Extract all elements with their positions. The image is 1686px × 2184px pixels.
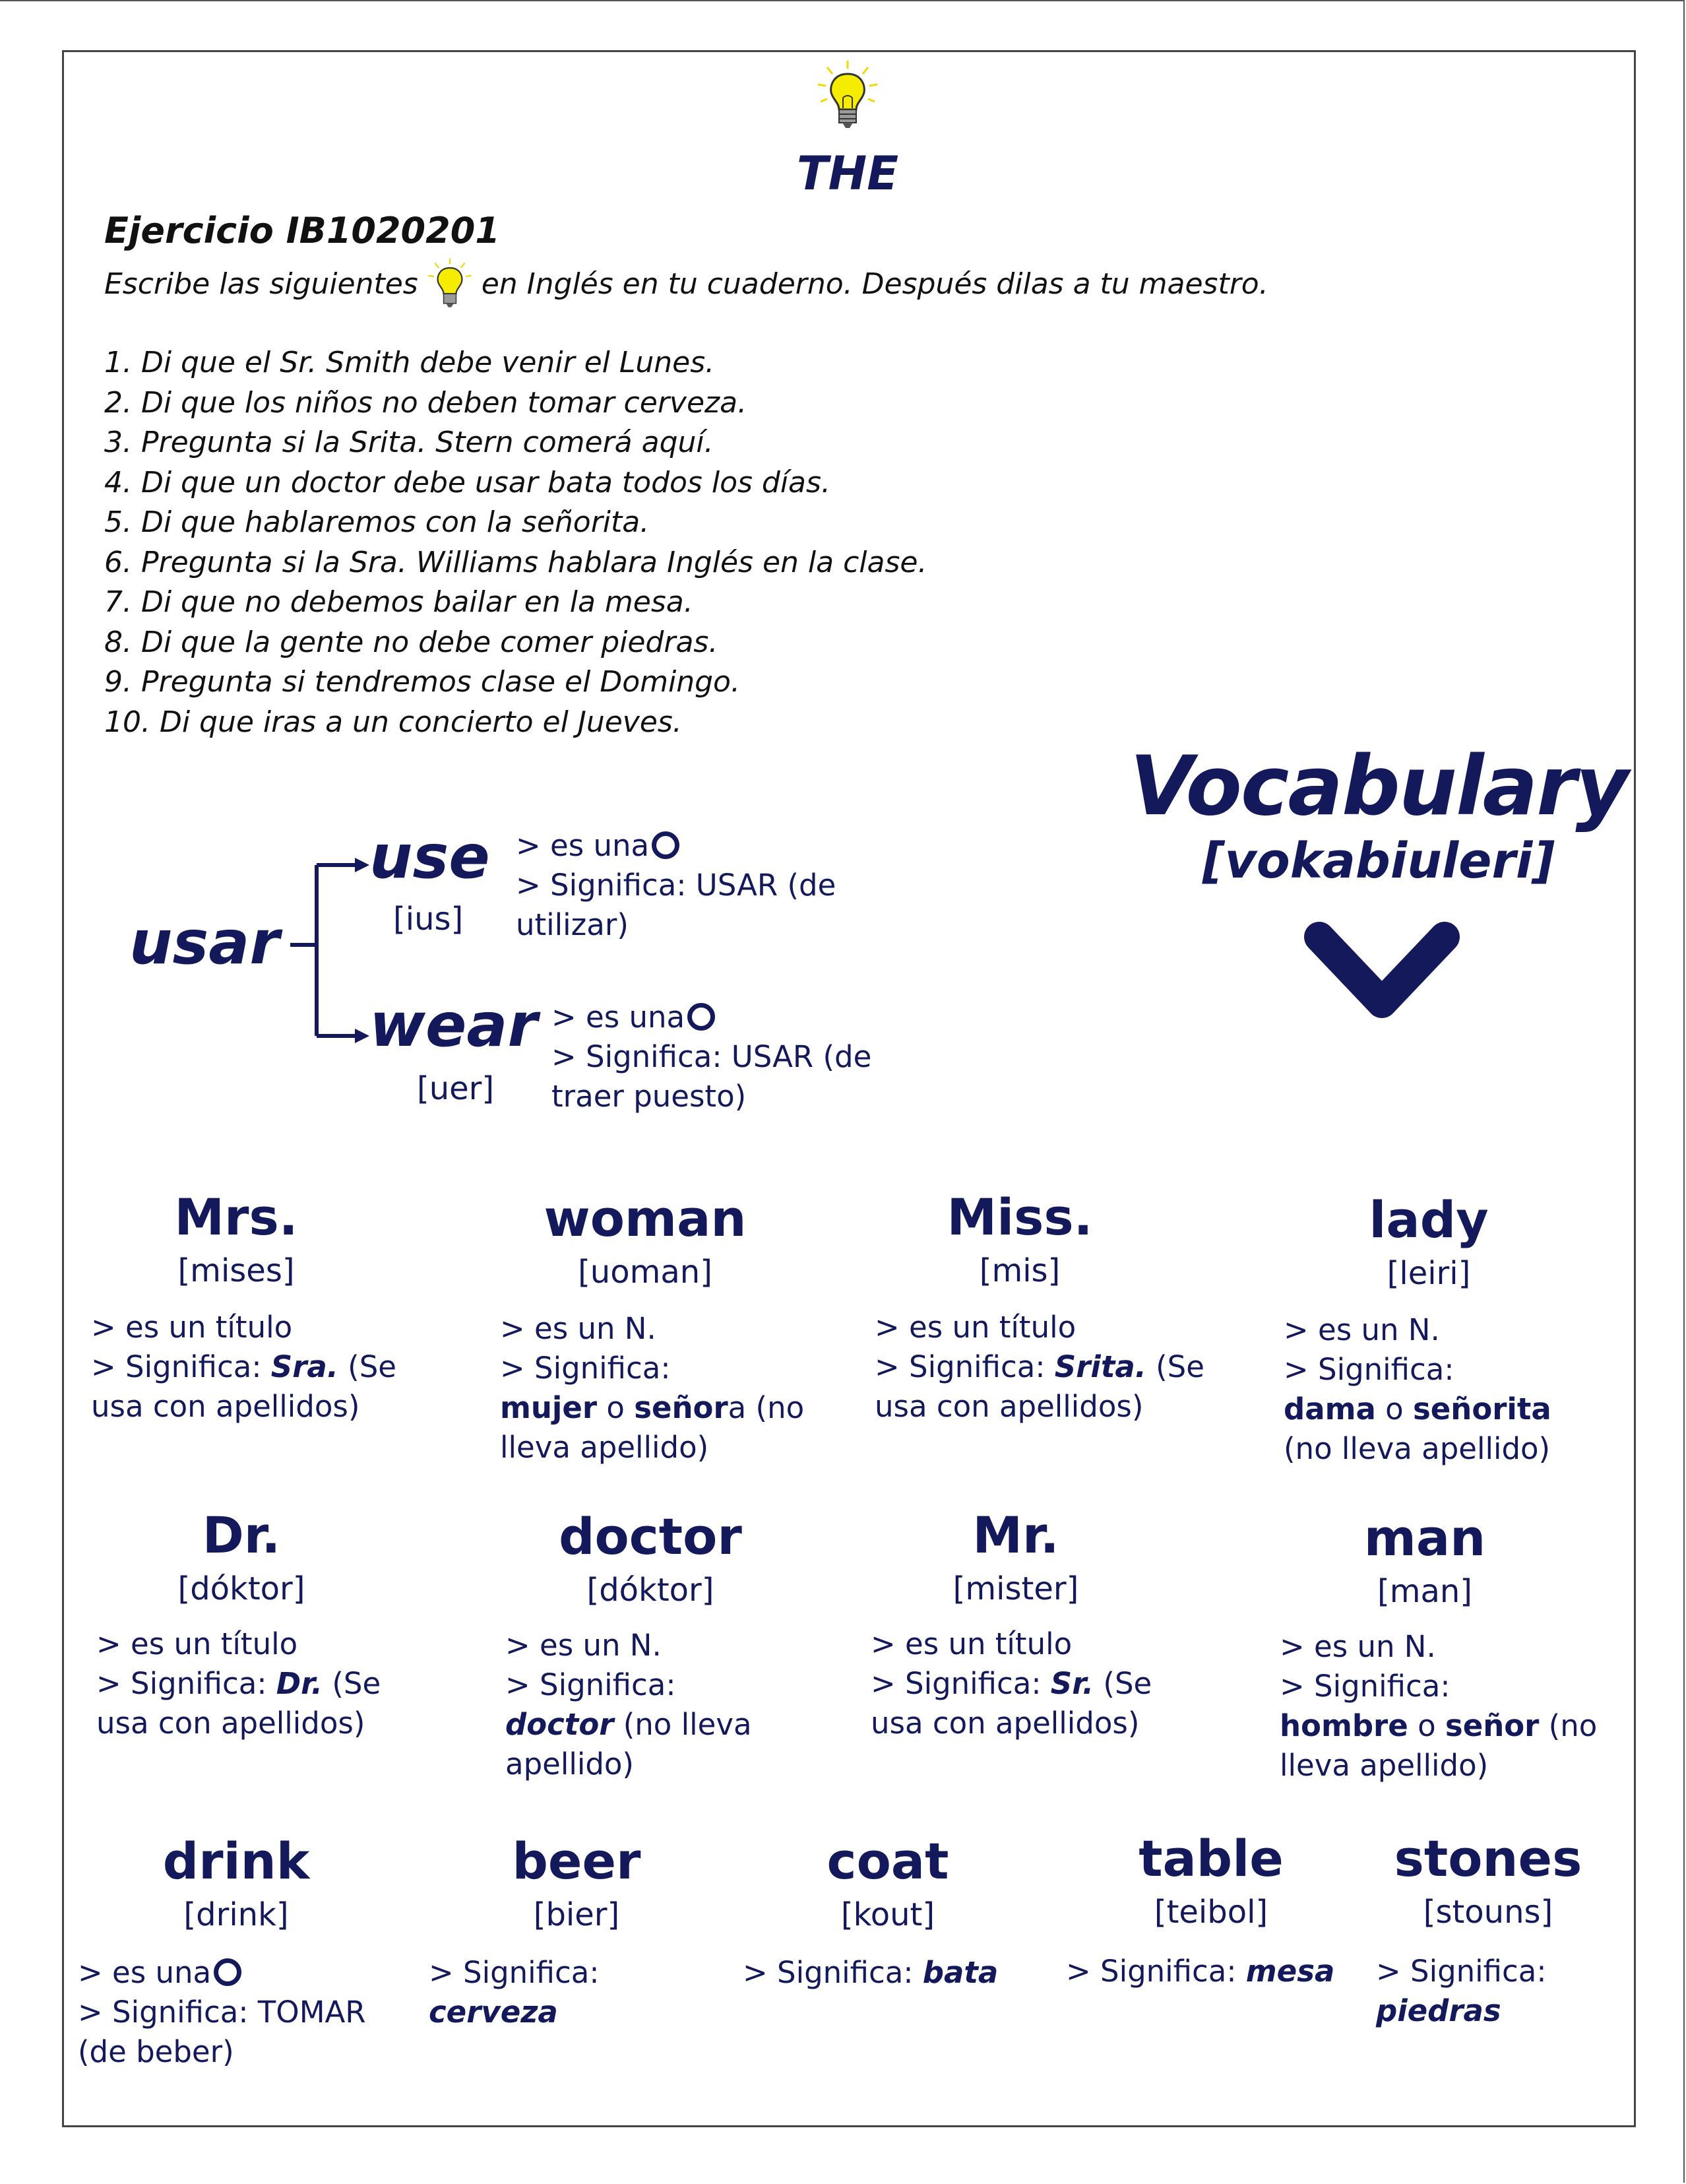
instruction-before: Escribe las siguientes (104, 267, 418, 301)
pron-stones: [stouns] (1423, 1894, 1553, 1931)
desc-doctor: > es un N. > Significa: doctor (no lleva apellido) (505, 1628, 752, 1782)
desc-beer: > Significa: cerveza (429, 1955, 600, 2030)
list-item: 1. Di que el Sr. Smith debe venir el Lunes. (104, 346, 715, 379)
wear-description: > es una > Significa: USAR (de traer puesto) (551, 1000, 872, 1114)
word-coat: coat (827, 1832, 949, 1890)
page-title: THE (796, 146, 899, 201)
desc-dr: > es un título > Significa: Dr. (Se usa con apellidos) (96, 1626, 381, 1741)
desc-stones: > Significa: piedras (1376, 1954, 1547, 2028)
word-drink: drink (162, 1832, 310, 1890)
desc-coat: > Significa: bata (743, 1955, 999, 1990)
use-description: > es una > Significa: USAR (de utilizar) (516, 828, 836, 942)
word-doctor: doctor (559, 1507, 742, 1566)
list-item: 5. Di que hablaremos con la señorita. (104, 505, 650, 539)
pron-coat: [kout] (840, 1896, 935, 1933)
list-item: 10. Di que iras a un concierto el Jueves. (104, 705, 682, 739)
pron-lady: [leiri] (1387, 1255, 1471, 1292)
word-mrs: Mrs. (174, 1188, 298, 1246)
desc-drink: > es una > Significa: TOMAR (de beber) (78, 1955, 366, 2069)
exercise-title: Ejercicio IB1020201 (104, 210, 500, 251)
desc-woman: > es un N. > Significa: mujer o señora (no lleva apellido) (500, 1311, 805, 1465)
usar-word: usar (129, 907, 280, 978)
circle-icon (687, 1003, 715, 1031)
word-man: man (1363, 1508, 1486, 1567)
pron-woman: [uoman] (578, 1254, 712, 1291)
desc-lady: > es un N. > Significa: dama o señorita (no lleva apellido) (1284, 1312, 1551, 1466)
word-dr: Dr. (202, 1506, 281, 1564)
pron-table: [teibol] (1154, 1894, 1268, 1931)
word-stones: stones (1394, 1829, 1582, 1888)
chevron-down-icon (1299, 917, 1464, 1029)
circle-icon (214, 1958, 241, 1986)
word-miss: Miss. (947, 1188, 1093, 1246)
word-mr: Mr. (972, 1506, 1059, 1564)
desc-miss: > es un título > Significa: Srita. (Se usa con apellidos) (875, 1310, 1204, 1424)
pron-dr: [dóktor] (177, 1570, 305, 1607)
pron-miss: [mis] (979, 1252, 1061, 1289)
list-item: 7. Di que no debemos bailar en la mesa. (104, 585, 693, 619)
branch-arrows (284, 851, 376, 1049)
list-item: 2. Di que los niños no deben tomar cerveza. (104, 385, 747, 420)
lightbulb-icon (423, 257, 476, 310)
list-item: 4. Di que un doctor debe usar bata todos los días. (104, 465, 830, 499)
word-wear: wear (369, 990, 538, 1060)
desc-man: > es un N. > Significa: hombre o señor (no lleva apellido) (1280, 1629, 1598, 1783)
vocabulary-title: Vocabulary (1129, 739, 1628, 834)
word-table: table (1139, 1829, 1284, 1888)
list-item: 8. Di que la gente no debe comer piedras. (104, 625, 718, 659)
list-item: 9. Pregunta si tendremos clase el Domingo. (104, 665, 740, 699)
pron-wear: [uer] (417, 1070, 495, 1107)
list-item: 3. Pregunta si la Srita. Stern comerá aquí. (104, 426, 714, 459)
desc-mrs: > es un título > Significa: Sra. (Se usa con apellidos) (91, 1310, 396, 1424)
pron-drink: [drink] (183, 1896, 289, 1933)
word-lady: lady (1369, 1190, 1489, 1249)
vocabulary-pronunciation: [vokabiuleri] (1202, 833, 1555, 889)
desc-table: > Significa: mesa (1066, 1954, 1335, 1989)
lightbulb-icon (813, 59, 883, 132)
desc-mr: > es un título > Significa: Sr. (Se usa con apellidos) (871, 1626, 1152, 1741)
word-woman: woman (544, 1189, 747, 1248)
instruction-after: en Inglés en tu cuaderno. Después dilas a tu maestro. (481, 267, 1268, 301)
circle-icon (652, 831, 679, 859)
list-item: 6. Pregunta si la Sra. Williams hablara Inglés en la clase. (104, 545, 927, 579)
pron-doctor: [dóktor] (586, 1572, 714, 1609)
pron-mrs: [mises] (177, 1252, 295, 1289)
pron-mr: [mister] (952, 1570, 1079, 1607)
word-use: use (369, 821, 490, 892)
pron-man: [man] (1377, 1573, 1473, 1610)
pron-beer: [bier] (533, 1896, 620, 1933)
word-beer: beer (512, 1832, 641, 1890)
sentence-list (104, 343, 927, 742)
pron-use: [ius] (393, 901, 464, 938)
exercise-instruction (104, 257, 1268, 310)
